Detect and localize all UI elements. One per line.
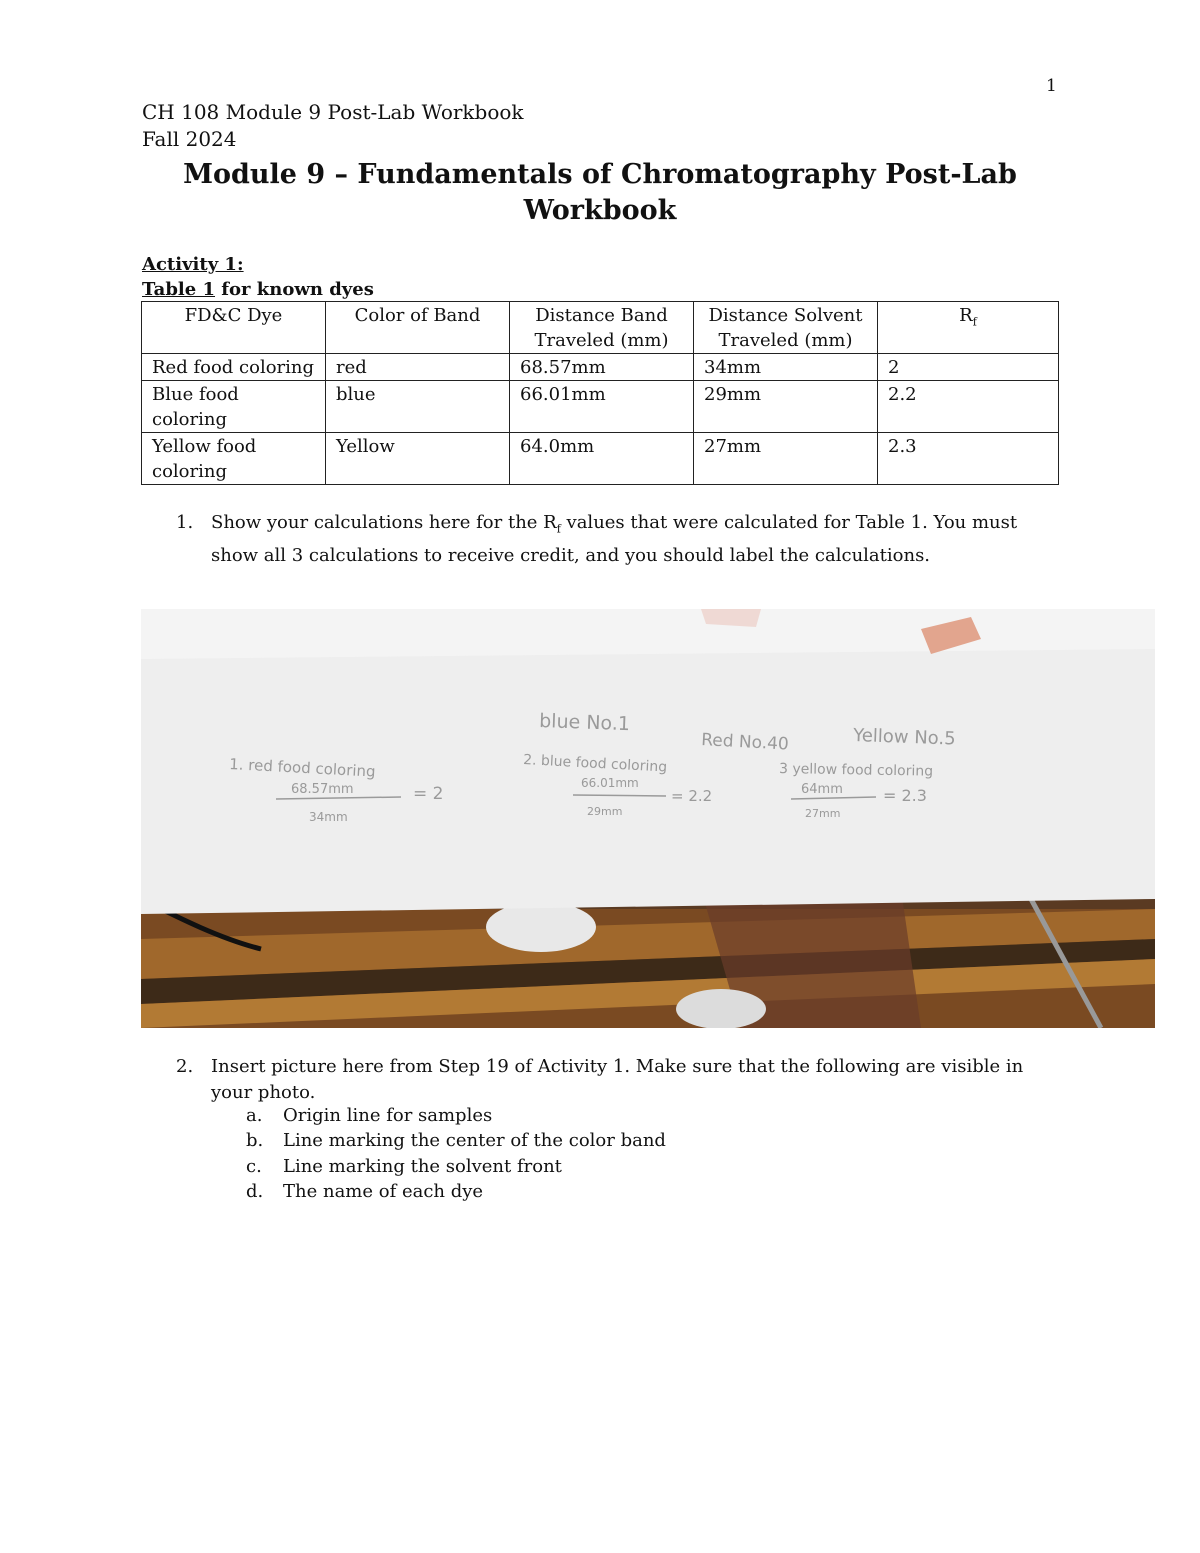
hw-dye2: Red No.40 — [700, 730, 790, 755]
item-letter: b. — [246, 1130, 264, 1151]
table-caption — [142, 279, 374, 300]
hw-calc2-label: 2. blue food coloring — [522, 752, 668, 776]
hw-dye3: Yellow No.5 — [852, 725, 956, 750]
table-row — [142, 433, 1059, 485]
hw-calc2-den: 29mm — [587, 805, 623, 818]
cell-dye: Red food coloring — [142, 354, 326, 381]
cell-color: Yellow — [326, 433, 510, 485]
table-row — [142, 354, 1059, 381]
course-line: CH 108 Module 9 Post-Lab Workbook — [142, 100, 524, 124]
cell-solvent: 34mm — [694, 354, 878, 381]
question-text: Insert picture here from Step 19 of Activity 1. Make sure that the following are visible in your photo. — [211, 1056, 1024, 1103]
item-letter: c. — [246, 1156, 262, 1177]
hw-calc1-label: 1. red food coloring — [228, 755, 377, 781]
hw-calc2-num: 66.01mm — [581, 776, 639, 790]
header-color: Color of Band — [326, 302, 510, 354]
cell-color: blue — [326, 381, 510, 433]
header-dye: FD&C Dye — [142, 302, 326, 354]
question-number: 1. — [176, 512, 194, 533]
term-line: Fall 2024 — [142, 127, 237, 151]
item-letter: a. — [246, 1105, 263, 1126]
question-number: 2. — [176, 1056, 194, 1077]
item-text: The name of each dye — [283, 1181, 484, 1202]
hw-dye1: blue No.1 — [538, 710, 631, 736]
cell-rf: 2.3 — [878, 433, 1059, 485]
document-title: Module 9 – Fundamentals of Chromatography Post-Lab Workbook — [183, 159, 1017, 226]
cell-dye: Blue food coloring — [142, 381, 326, 433]
cell-band: 64.0mm — [510, 433, 694, 485]
cell-band: 66.01mm — [510, 381, 694, 433]
hw-calc1-num: 68.57mm — [291, 782, 354, 797]
hw-calc3-den: 27mm — [805, 807, 841, 820]
table-caption-rest: for known dyes — [215, 279, 374, 300]
header-rf: $R_f$ — [878, 302, 1059, 354]
table-row — [142, 381, 1059, 433]
hw-calc3-label: 3 yellow food coloring — [778, 761, 934, 780]
hw-calc2-res: = 2.2 — [671, 787, 713, 805]
cell-solvent: 27mm — [694, 433, 878, 485]
hw-calc3-res: = 2.3 — [883, 786, 927, 805]
table-link[interactable]: Table 1 — [142, 279, 216, 300]
question-text: Show your calculations here for the $R_f$ values that were calculated for Table 1. You must show all 3 calculations to receive credit, and you should label the calculations. — [211, 512, 1018, 566]
hw-calc1-res: = 2 — [413, 784, 444, 804]
dye-table — [141, 301, 1059, 485]
cell-solvent: 29mm — [694, 381, 878, 433]
header-band-distance: Distance Band Traveled (mm) — [510, 302, 694, 354]
hw-calc3-num: 64mm — [801, 782, 843, 797]
header-solvent-distance: Distance Solvent Traveled (mm) — [694, 302, 878, 354]
item-text: Origin line for samples — [283, 1105, 493, 1126]
cell-band: 68.57mm — [510, 354, 694, 381]
table-header-row — [142, 302, 1059, 354]
item-text: Line marking the center of the color band — [283, 1130, 666, 1151]
cell-rf: 2.2 — [878, 381, 1059, 433]
cell-dye: Yellow food coloring — [142, 433, 326, 485]
hw-calc1-den: 34mm — [309, 810, 348, 824]
cell-rf: 2 — [878, 354, 1059, 381]
item-text: Line marking the solvent front — [283, 1156, 562, 1177]
page-number: 1 — [1046, 76, 1057, 96]
activity-heading: Activity 1: — [142, 254, 244, 275]
item-letter: d. — [246, 1181, 264, 1202]
cell-color: red — [326, 354, 510, 381]
calculation-photo — [141, 609, 1155, 1028]
